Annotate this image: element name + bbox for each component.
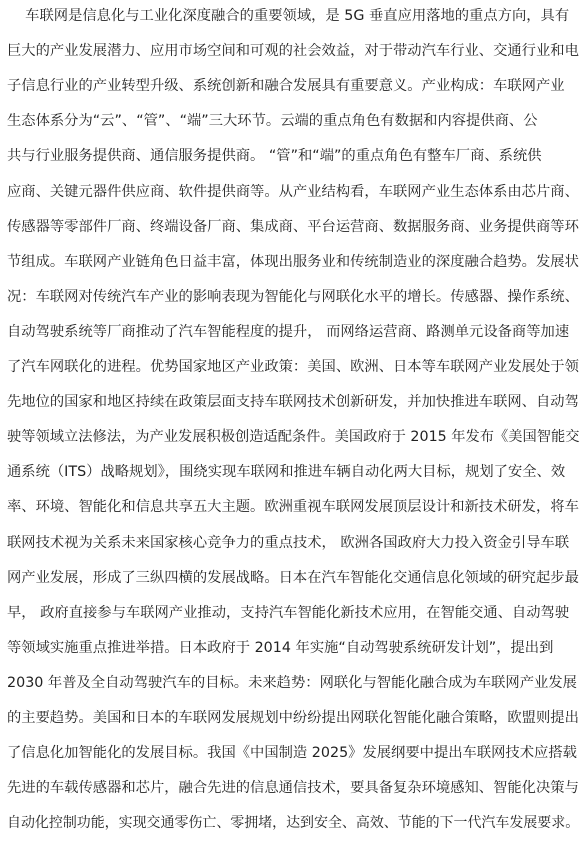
text-line: 自动化控制功能，实现交通零伤亡、零拥堵，达到安全、高效、节能的下一代汽车发展要求。 <box>7 815 580 832</box>
text-line: 率、环境、智能化和信息共享五大主题。欧洲重视车联网发展顶层设计和新技术研发，将车 <box>7 499 579 516</box>
text-line: 通系统（ITS）战略规划》，围绕实现车联网和推进车辆自动化两大目标，规划了安全、效 <box>7 464 566 481</box>
text-line: 的主要趋势。美国和日本的车联网发展规划中纷纷提出网联化智能化融合策略，欧盟则提出 <box>7 710 579 726</box>
text-line: 联网技术视为关系未来国家核心竞争力的重点技术， 欧洲各国政府大力投入资金引导车联 <box>7 534 570 551</box>
text-line: 了汽车网联化的进程。优势国家地区产业政策：美国、欧洲、日本等车联网产业发展处于领 <box>7 359 579 375</box>
text-line: 生态体系分为“云”、“管”、“端”三大环节。云端的重点角色有数据和内容提供商、公 <box>7 113 538 130</box>
text-line: 共与行业服务提供商、通信服务提供商。 “管”和“端”的重点角色有整车厂商、系统供 <box>7 148 542 165</box>
text-line: 节组成。车联网产业链角色日益丰富，体现出服务业和传统制造业的深度融合趋势。发展状 <box>7 253 579 270</box>
text-line: 先地位的国家和地区持续在政策层面支持车联网技术创新研发，并加快推进车联网、自动驾 <box>7 394 579 411</box>
text-line: 传感器等零部件厂商、终端设备厂商、集成商、平台运营商、数据服务商、业务提供商等环 <box>7 218 579 235</box>
text-line: 车联网是信息化与工业化深度融合的重要领域，是 5G 垂直应用落地的重点方向，具有 <box>7 8 570 24</box>
text-line: 巨大的产业发展潜力、应用市场空间和可观的社会效益，对于带动汽车行业、交通行业和电 <box>7 43 579 60</box>
text-line: 等领域实施重点推进举措。日本政府于 2014 年实施“自动驾驶系统研发计划”，提出到 <box>7 639 554 656</box>
text-line: 了信息化加智能化的发展目标。我国《中国制造 2025》发展纲要中提出车联网技术应搭载 <box>7 745 577 762</box>
text-line: 先进的车载传感器和芯片，融合先进的信息通信技术，要具备复杂环境感知、智能化决策与 <box>7 780 579 797</box>
text-line: 驶等领域立法修法，为产业发展积极创造适配条件。美国政府于 2015 年发布《美国智能交 <box>7 429 580 446</box>
text-line: 自动驾驶系统等厂商推动了汽车智能程度的提升， 而网络运营商、路测单元设备商等加速 <box>7 323 570 340</box>
text-line: 网产业发展，形成了三纵四横的发展战略。日本在汽车智能化交通信息化领域的研究起步最 <box>7 569 579 586</box>
text-line: 应商、关键元器件供应商、软件提供商等。从产业结构看，车联网产业生态体系由芯片商、 <box>7 183 579 200</box>
text-line: 早， 政府直接参与车联网产业推动，支持汽车智能化新技术应用，在智能交通、自动驾驶 <box>7 604 570 621</box>
text-line: 子信息行业的产业转型升级、系统创新和融合发展具有重要意义。产业构成：车联网产业 <box>7 78 565 95</box>
text-line: 2030 年普及全自动驾驶汽车的目标。未来趋势：网联化与智能化融合成为车联网产业发展 <box>7 674 577 691</box>
text-line: 况：车联网对传统汽车产业的影响表现为智能化与网联化水平的增长。传感器、操作系统、 <box>7 288 579 305</box>
